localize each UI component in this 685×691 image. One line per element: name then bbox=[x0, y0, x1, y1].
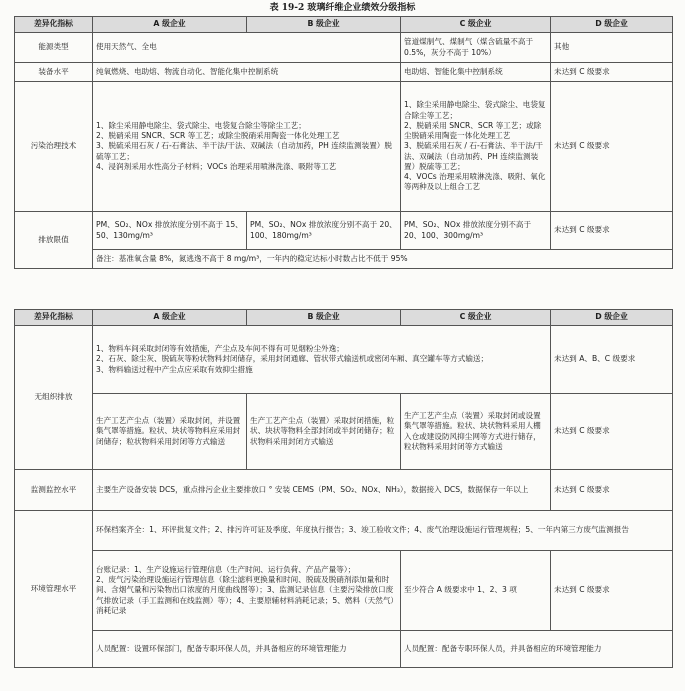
unorganized-b: 生产工艺产尘点（装置）采取封闭措施，粒状、块状等物料全部封闭或半封闭储存；粒状物料采用封闭方式输送 bbox=[247, 394, 401, 470]
limits-a: PM、SO₂、NOx 排放浓度分别不高于 15、50、130mg/m³ bbox=[93, 212, 247, 250]
row-label-equipment: 装备水平 bbox=[15, 63, 93, 82]
pollution-d: 未达到 C 级要求 bbox=[551, 82, 673, 212]
header-grade-c: C 级企业 bbox=[401, 17, 551, 33]
header-grade-d: D 级企业 bbox=[551, 310, 673, 326]
unorganized-d2: 未达到 C 级要求 bbox=[551, 394, 673, 470]
row-label-unorganized: 无组织排放 bbox=[15, 326, 93, 470]
energy-d: 其他 bbox=[551, 33, 673, 63]
equipment-ab: 纯氧燃烧、电助熔、物流自动化、智能化集中控制系统 bbox=[93, 63, 401, 82]
table-title: 表 19-2 玻璃纤维企业绩效分级指标 bbox=[269, 3, 416, 13]
management-staff-ab: 人员配置：设置环保部门，配备专职环保人员，并具备相应的环境管理能力 bbox=[93, 631, 401, 668]
header-indicator: 差异化指标 bbox=[15, 310, 93, 326]
unorganized-d1: 未达到 A、B、C 级要求 bbox=[551, 326, 673, 394]
unorganized-a: 生产工艺产尘点（装置）采取封闭，并设置集气罩等措施。粒状、块状等物料应采用封闭储存；粒状物料采用封闭等方式输送 bbox=[93, 394, 247, 470]
limits-c: PM、SO₂、NOx 排放浓度分别不高于 20、100、300mg/m³ bbox=[401, 212, 551, 250]
equipment-d: 未达到 C 级要求 bbox=[551, 63, 673, 82]
header-grade-a: A 级企业 bbox=[93, 17, 247, 33]
grading-table-1 bbox=[14, 16, 673, 269]
pollution-c: 1、除尘采用静电除尘、袋式除尘、电袋复合除尘等工艺； 2、脱硝采用 SNCR、SCR 等工艺；或除尘脱硝采用陶瓷一体化处理工艺 3、脱硫采用石灰 / 石-石膏法、半干法/干法、双碱法（自动加药、PH 连续监测装置）脱硫等工艺； 4、VOCs 治理采用喷淋洗涤、吸附、氧化等两种及以上组合工艺 bbox=[401, 82, 551, 212]
grading-table-2 bbox=[14, 309, 673, 668]
header-grade-b: B 级企业 bbox=[247, 17, 401, 33]
energy-ab: 使用天然气、全电 bbox=[93, 33, 401, 63]
header-indicator: 差异化指标 bbox=[15, 17, 93, 33]
row-label-energy: 能源类型 bbox=[15, 33, 93, 63]
header-grade-c: C 级企业 bbox=[401, 310, 551, 326]
row-label-pollution: 污染治理技术 bbox=[15, 82, 93, 212]
monitoring-d: 未达到 C 级要求 bbox=[551, 470, 673, 511]
management-ledger-c: 至少符合 A 级要求中 1、2、3 项 bbox=[401, 551, 551, 631]
pollution-ab: 1、除尘采用静电除尘、袋式除尘、电袋复合除尘等除尘工艺； 2、脱硝采用 SNCR、SCR 等工艺；或除尘脱硝采用陶瓷一体化处理工艺 3、脱硫采用石灰 / 石-石膏法、半干法/干法、双碱法（自动加药，PH 连续监测装置）脱硫等工艺； 4、浸润剂采用水性高分子材料；VOCs 治理采用喷淋洗涤、吸附等工艺 bbox=[93, 82, 401, 212]
management-staff-c: 人员配置：配备专职环保人员，并具备相应的环境管理能力 bbox=[401, 631, 673, 668]
management-archive: 环保档案齐全：1、环评批复文件；2、排污许可证及季度、年度执行报告；3、竣工验收文件；4、废气治理设施运行管理规程；5、一年内第三方废气监测报告 bbox=[93, 511, 673, 551]
limits-note: 备注：基准氧含量 8%，氮逃逸不高于 8 mg/m³，一年内的稳定达标小时数占比不低于 95% bbox=[93, 250, 673, 269]
unorganized-c: 生产工艺产尘点（装置）采取封闭或设置集气罩等措施。粒状、块状物料采用人棚入仓或建设防风抑尘网等方式进行储存，粒状物料采用封闭等方式输送 bbox=[401, 394, 551, 470]
unorganized-abc: 1、物料车间采取封闭等有效措施，产尘点及车间不得有可见烟粉尘外逸； 2、石灰、除尘灰、脱硫灰等粉状物料封闭储存，采用封闭通廊、管状带式输送机或密闭车厢、真空罐车等方式输送； 3、物料输送过程中产尘点应采取有效抑尘措施 bbox=[93, 326, 551, 394]
management-ledger-d: 未达到 C 级要求 bbox=[551, 551, 673, 631]
energy-c: 管道煤制气、煤制气（煤含硫量不高于 0.5%，灰分不高于 10%） bbox=[401, 33, 551, 63]
limits-b: PM、SO₂、NOx 排放浓度分别不高于 20、100、180mg/m³ bbox=[247, 212, 401, 250]
management-ledger: 台账记录：1、生产设施运行管理信息（生产时间、运行负荷、产品产量等）； 2、废气污染治理设施运行管理信息（除尘滤料更换量和时间、脱硫及脱硝剂添加量和时间、含烟气量和污染物出口浓度的月度曲线图等）；3、监测记录信息（主要污染排放口废气排放记录（手工监测和在线监测）等）；4、主要原辅材料消耗记录；5、燃料（天然气）消耗记录 bbox=[93, 551, 401, 631]
monitoring-abc: 主要生产设备安装 DCS，重点排污企业主要排放口 ° 安装 CEMS（PM、SO₂、NOx、NH₃），数据接入 DCS，数据保存一年以上 bbox=[93, 470, 551, 511]
limits-d: 未达到 C 级要求 bbox=[551, 212, 673, 250]
row-label-management: 环境管理水平 bbox=[15, 511, 93, 668]
header-grade-a: A 级企业 bbox=[93, 310, 247, 326]
header-grade-b: B 级企业 bbox=[247, 310, 401, 326]
row-label-limits: 排放限值 bbox=[15, 212, 93, 269]
row-label-monitoring: 监测监控水平 bbox=[15, 470, 93, 511]
equipment-c: 电助熔、智能化集中控制系统 bbox=[401, 63, 551, 82]
header-grade-d: D 级企业 bbox=[551, 17, 673, 33]
